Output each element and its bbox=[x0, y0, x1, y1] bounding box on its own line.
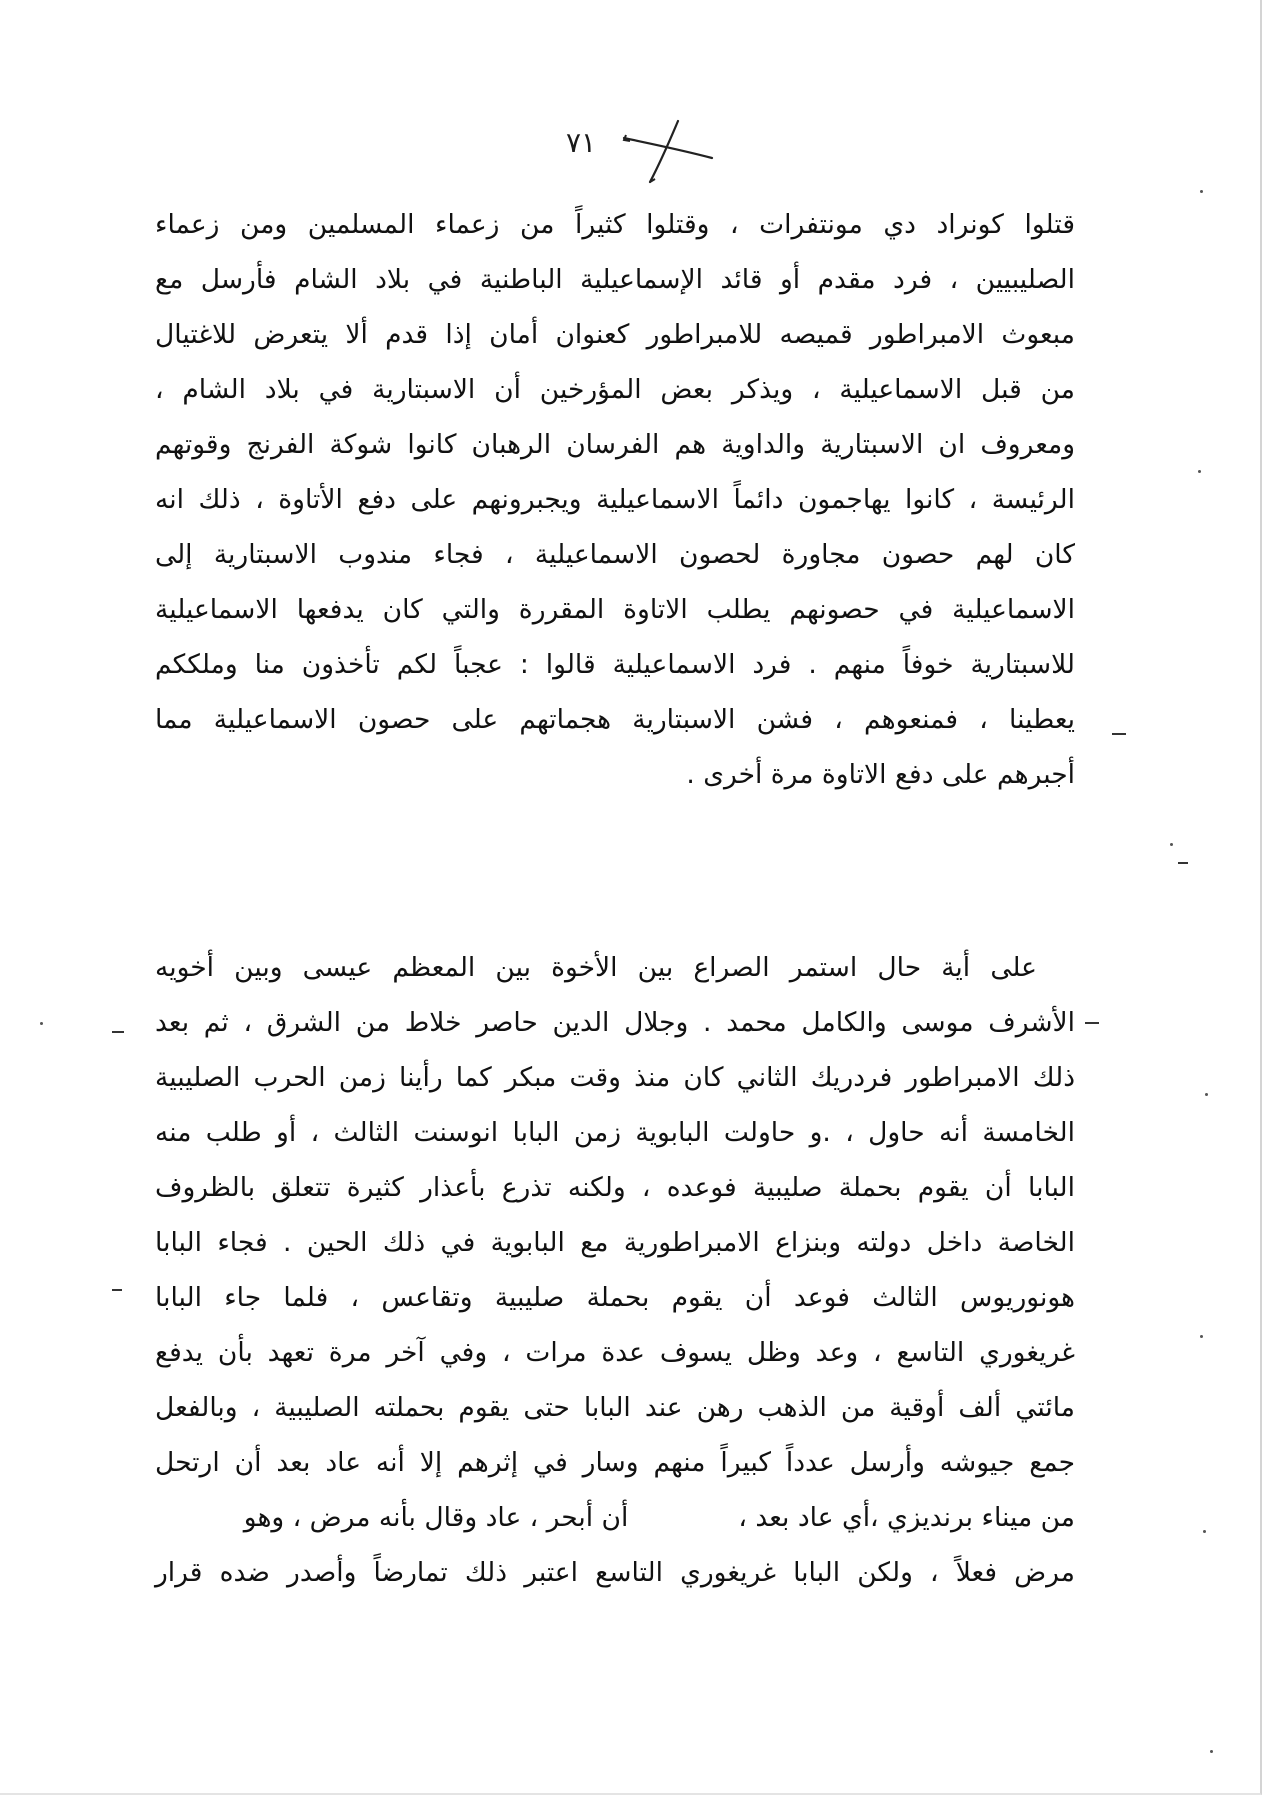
margin-dash-mark bbox=[112, 1031, 124, 1033]
text-line: مرض فعلاً ، ولكن البابا غريغوري التاسع اعتبر ذلك تمارضاً وأصدر ضده قرار bbox=[155, 1557, 1075, 1588]
scan-speck bbox=[1210, 1750, 1213, 1753]
text-line: ومعروف ان الاسبتارية والداوية هم الفرسان الرهبان كانوا شوكة الفرنج وقوتهم bbox=[155, 429, 1075, 460]
scan-speck bbox=[1170, 843, 1173, 846]
handwritten-check-mark bbox=[622, 118, 742, 188]
text-line: مبعوث الامبراطور قميصه للامبراطور كعنوان أمان إذا قدم ألا يتعرض للاغتيال bbox=[155, 319, 1075, 350]
text-line: هونوريوس الثالث فوعد أن يقوم بحملة صليبية وتقاعس ، فلما جاء البابا bbox=[155, 1282, 1075, 1313]
text-line: كان لهم حصون مجاورة لحصون الاسماعيلية ، فجاء مندوب الاسبتارية إلى bbox=[155, 539, 1075, 570]
text-line: الخامسة أنه حاول ، .و حاولت البابوية زمن البابا انوسنت الثالث ، أو طلب منه bbox=[155, 1117, 1075, 1148]
margin-dash-mark bbox=[112, 1289, 122, 1291]
text-line: غريغوري التاسع ، وعد وظل يسوف عدة مرات ، وفي آخر مرة تعهد بأن يدفع bbox=[155, 1337, 1075, 1368]
margin-dash-mark bbox=[1112, 733, 1126, 735]
text-line: من قبل الاسماعيلية ، ويذكر بعض المؤرخين أن الاسبتارية في بلاد الشام ، bbox=[155, 374, 1075, 405]
text-line: الخاصة داخل دولته وبنزاع الامبراطورية مع البابوية في ذلك الحين . فجاء البابا bbox=[155, 1227, 1075, 1258]
paragraph-1 bbox=[155, 197, 1075, 802]
text-line-with-gap bbox=[155, 1490, 1075, 1545]
text-segment: من ميناء برنديزي ،أي عاد بعد ، bbox=[738, 1502, 1075, 1533]
text-line: الصليبيين ، فرد مقدم أو قائد الإسماعيلية الباطنية في بلاد الشام فأرسل مع bbox=[155, 264, 1075, 295]
text-line: يعطينا ، فمنعوهم ، فشن الاسبتارية هجماتهم على حصون الاسماعيلية مما bbox=[155, 704, 1075, 735]
scan-speck bbox=[1200, 190, 1203, 193]
text-line: مائتي ألف أوقية من الذهب رهن عند البابا حتى يقوم بحملته الصليبية ، وبالفعل bbox=[155, 1392, 1075, 1423]
text-line: ذلك الامبراطور فردريك الثاني كان منذ وقت مبكر كما رأينا زمن الحرب الصليبية bbox=[155, 1062, 1075, 1093]
text-line: الرئيسة ، كانوا يهاجمون دائماً الاسماعيلية ويجبرونهم على دفع الأتاوة ، ذلك انه bbox=[155, 484, 1075, 515]
margin-dash-mark bbox=[1085, 1022, 1099, 1024]
text-line: جمع جيوشه وأرسل عدداً كبيراً منهم وسار في إثرهم إلا أنه عاد بعد أن ارتحل bbox=[155, 1447, 1075, 1478]
scan-speck bbox=[1200, 1335, 1203, 1338]
scan-speck bbox=[40, 1022, 43, 1025]
text-line: على أية حال استمر الصراع بين الأخوة بين المعظم عيسى وبين أخويه bbox=[155, 952, 1037, 983]
scan-speck bbox=[1205, 1093, 1208, 1096]
text-segment: أن أبحر ، عاد وقال بأنه مرض ، وهو bbox=[243, 1502, 629, 1533]
scan-speck bbox=[1203, 1530, 1206, 1533]
text-line: الأشرف موسى والكامل محمد . وجلال الدين حاصر خلاط من الشرق ، ثم بعد bbox=[155, 1007, 1075, 1038]
page-number: ٧١ bbox=[566, 126, 597, 159]
text-line: للاسبتارية خوفاً منهم . فرد الاسماعيلية قالوا : عجباً لكم تأخذون منا وملككم bbox=[155, 649, 1075, 680]
scan-speck bbox=[1198, 470, 1201, 473]
margin-dash-mark bbox=[1178, 862, 1188, 864]
text-line: الاسماعيلية في حصونهم يطلب الاتاوة المقررة والتي كان يدفعها الاسماعيلية bbox=[155, 594, 1075, 625]
text-line: البابا أن يقوم بحملة صليبية فوعده ، ولكنه تذرع بأعذار كثيرة تتعلق بالظروف bbox=[155, 1172, 1075, 1203]
text-line: قتلوا كونراد دي مونتفرات ، وقتلوا كثيراً من زعماء المسلمين ومن زعماء bbox=[155, 209, 1075, 240]
paragraph-2 bbox=[155, 940, 1075, 1600]
text-line: أجبرهم على دفع الاتاوة مرة أخرى . bbox=[686, 759, 1075, 790]
